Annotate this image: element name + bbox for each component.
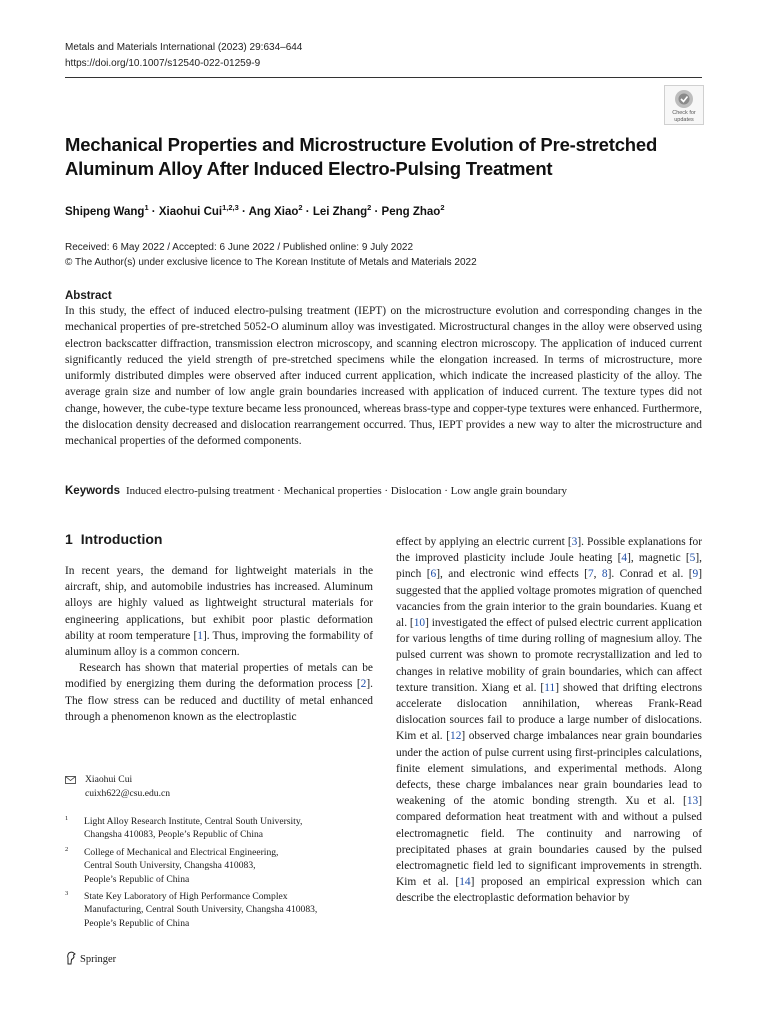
affiliation-line: People’s Republic of China — [84, 873, 190, 885]
reference-link[interactable]: 10 — [413, 617, 426, 630]
publisher-name: Springer — [80, 954, 117, 965]
author-affiliation-sup: 1 — [144, 203, 149, 212]
reference-link[interactable]: 9 — [692, 568, 699, 581]
reference-link[interactable]: 14 — [459, 876, 471, 889]
author-separator: · — [238, 205, 249, 218]
author-name[interactable]: Xiaohui Cui — [158, 205, 223, 218]
copyright-line: © The Author(s) under exclusive licence to The Korean Institute of Metals and Materials 2022 — [65, 257, 477, 268]
author-affiliation-sup: 2 — [298, 203, 303, 212]
check-for-updates-icon — [674, 89, 694, 109]
doi-link[interactable]: https://doi.org/10.1007/s12540-022-01259-9 — [65, 58, 261, 69]
author-affiliation-sup: 2 — [440, 203, 445, 212]
author-name[interactable]: Ang Xiao — [248, 205, 299, 218]
section-heading-introduction — [65, 531, 162, 547]
affiliation-2 — [65, 846, 278, 886]
author-name[interactable]: Peng Zhao — [381, 205, 441, 218]
left-column — [65, 563, 373, 725]
keywords — [65, 485, 567, 497]
reference-link[interactable]: 7 — [587, 568, 594, 581]
affiliation-1 — [65, 815, 302, 842]
affiliation-3 — [65, 890, 317, 930]
header-rule — [65, 77, 702, 78]
journal-citation: Metals and Materials International (2023) 29:634–644 — [65, 42, 303, 53]
author-name[interactable]: Shipeng Wang — [65, 205, 145, 218]
affiliation-line: College of Mechanical and Electrical Engineering, — [84, 847, 279, 858]
section-title: Introduction — [80, 531, 163, 547]
reference-link[interactable]: 6 — [430, 568, 437, 581]
journal-header — [65, 40, 302, 72]
reference-link[interactable]: 11 — [544, 681, 556, 694]
reference-link[interactable]: 12 — [450, 730, 462, 743]
check-label-1: Check for — [672, 110, 696, 116]
affiliation-number: 1 — [65, 815, 69, 822]
author-list — [65, 203, 445, 218]
correspondence-footnote — [65, 773, 170, 800]
reference-link[interactable]: 3 — [571, 536, 578, 548]
affiliation-line: State Key Laboratory of High Performance Complex — [84, 891, 288, 902]
reference-link[interactable]: 5 — [689, 552, 696, 565]
article-title: Mechanical Properties and Microstructure Evolution of Pre-stretched Aluminum Alloy After Induced Electro-Pulsing Treatment — [65, 134, 658, 179]
author-name[interactable]: Lei Zhang — [312, 205, 368, 218]
author-affiliation-sup: 2 — [367, 203, 372, 212]
abstract-heading: Abstract — [65, 290, 112, 302]
history-dates: Received: 6 May 2022 / Accepted: 6 June 2022 / Published online: 9 July 2022 — [65, 242, 414, 253]
check-label-2: updates — [674, 117, 694, 123]
corresponding-author: Xiaohui Cui — [85, 774, 133, 785]
envelope-icon — [65, 773, 81, 789]
affiliation-line: People’s Republic of China — [84, 917, 190, 929]
author-separator: · — [302, 205, 313, 218]
check-for-updates-badge[interactable] — [664, 85, 704, 125]
keywords-text: Induced electro-pulsing treatment · Mechanical properties · Dislocation · Low angle grain boundary — [125, 485, 568, 497]
author-affiliation-sup: 1,2,3 — [222, 203, 239, 212]
reference-link[interactable]: 8 — [601, 568, 608, 581]
affiliation-number: 2 — [65, 846, 69, 853]
intro-paragraph-continued: effect by applying an electric current [3]. Possible explanations for the improved plasticity include Joule heating [4], magnetic [5], pinch [6], and electronic wind effects [7, 8]. Conrad et al. [9] suggested that the applied voltage promotes migration of quenched vacancies from the grain interior to the grain boundaries. Kuang et al. [10] investigated the effect of pulsed electric current application for various lengths of time during rolling of magnesium alloy. The pulsed current was shown to promote recrystallization and led to changes in relative mobility of grain boundaries, which can affect texture transition. Xiang et al. [11] showed that drifting electrons accelerate dislocation annihilation, whereas Frank-Read dislocation sources fail to produce a large number of dislocations. Kim et al. [12] observed charge imbalances near grain boundaries under the action of pulse current using first-principles calculations, finite element simulations, and experimental methods. Along defects, these charge imbalances near grain boundaries lead to weakening of the atomic bonding strength. Xu et al. [13] compared deformation heat treatment with and without a pulsed electromagnetic field. The continuity and narrowing of precipitated phases at grain boundaries caused by the pulsed electromagnetic field led to significant improvements in strength. Kim et al. [14] proposed an empirical expression which can describe the electroplastic deformation behavior by — [396, 536, 702, 905]
right-column — [396, 534, 702, 907]
author-separator: · — [148, 205, 159, 218]
intro-paragraph-2: Research has shown that material properties of metals can be modified by energizing them during the deformation process [2]. The flow stress can be reduced and ductility of metal enhanced through a phenomenon known as the electroplastic — [65, 662, 373, 723]
springer-horse-icon — [65, 951, 77, 965]
reference-link[interactable]: 4 — [621, 552, 628, 565]
section-number: 1 — [65, 531, 73, 547]
article-dates — [65, 240, 477, 270]
affiliation-line: Central South University, Changsha 410083, — [84, 860, 256, 872]
publisher-footer — [65, 951, 116, 965]
reference-link[interactable]: 13 — [686, 795, 699, 808]
corresponding-email[interactable]: cuixh622@csu.edu.cn — [85, 787, 171, 799]
affiliation-line: Manufacturing, Central South University, Changsha 410083, — [84, 904, 318, 916]
reference-link[interactable]: 1 — [197, 629, 203, 642]
author-separator: · — [371, 205, 382, 218]
intro-paragraph-1: In recent years, the demand for lightweight materials in the aircraft, ship, and automobile industries has increased. Aluminum alloys are highly valued as lightweight structural materials for engineering applications, but exhibit poor plastic deformation ability at room temperature [1]. Thus, improving the formability of aluminum alloy is a common concern. — [65, 565, 373, 659]
affiliation-line: Light Alloy Research Institute, Central South University, — [84, 816, 303, 827]
affiliation-line: Changsha 410083, People’s Republic of China — [84, 829, 264, 841]
affiliation-number: 3 — [65, 890, 69, 897]
abstract-text: In this study, the effect of induced electro-pulsing treatment (IEPT) on the microstructure evolution and corresponding changes in the mechanical properties of pre-stretched 5052-O aluminum alloy was investigated. Microstructural changes in the alloy were observed using electron backscatter diffraction, transmission electron microscopy, and scanning electron microscopy. The application of induced current significantly reduced the yield strength of pre-stretched specimens while the elongation increased. In terms of microstructure, more uniformly distributed dimples were observed after induced current application, which indicate the increased plasticity of the alloy. The average grain size and number of low angle grain boundaries increased with application of induced current. The texture types did not change, however, the cube-type texture became less pronounced, whereas brass-type and copper-type textures were enhanced. Furthermore, the dislocation density decreased and dislocation rearrangement occurred. Thus, IEPT provides a new way to alter the microstructure and mechanical properties of the deformed components. — [65, 305, 702, 448]
reference-link[interactable]: 2 — [360, 678, 367, 691]
keywords-heading: Keywords — [65, 485, 120, 497]
